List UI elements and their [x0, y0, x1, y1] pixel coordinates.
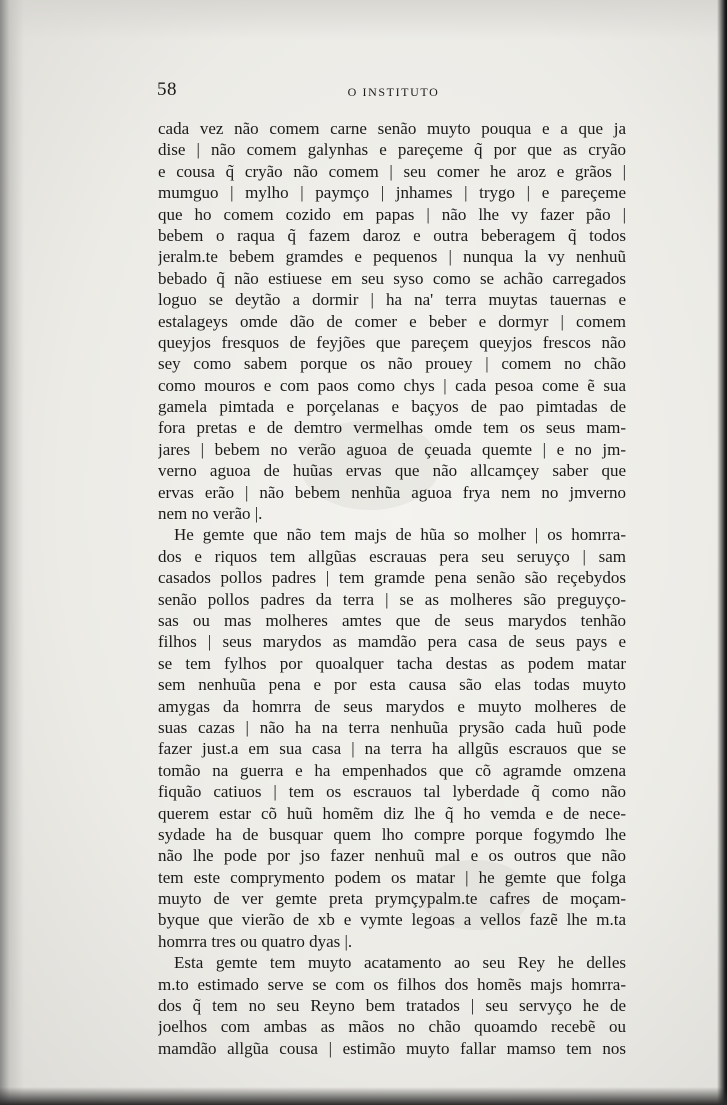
text-line: estalageys omde dão de comer e beber e dormyr | comem — [158, 311, 626, 331]
text-line: sey como sabem porque os não prouey | comem no chão — [158, 354, 626, 374]
text-line: sem nenhuũa pena e por esta causa são elas todas muyto — [158, 675, 626, 695]
page-edge-shadow-right — [717, 0, 727, 1105]
text-line: sydade ha de busquar quem lho compre porque fogymdo lhe — [158, 824, 626, 844]
text-line: gamela pimtada e porçelanas e baçyos de pao pimtadas de — [158, 397, 626, 417]
text-line: loguo se deytão a dormir | ha na' terra muytas tauernas e — [158, 290, 626, 310]
text-line: He gemte que não tem majs de hũa so molher | os homrra- — [174, 525, 626, 545]
text-line: amygas da homrra de seus marydos e muyto molheres de — [158, 696, 626, 716]
text-line: e cousa q̃ cryão não comem | seu comer he aroz e grãos | — [158, 161, 626, 181]
text-line: bebado q̃ não estiuese em seu syso como se achão carregados — [158, 268, 626, 288]
text-line: fazer just.a em sua casa | na terra ha allgũs escrauos que se — [158, 739, 626, 759]
page-number: 58 — [157, 79, 177, 100]
text-line: ervas erão | não bebem nenhũa aguoa frya nem no jmverno — [158, 482, 626, 502]
text-line: Esta gemte tem muyto acatamento ao seu Rey he delles — [174, 953, 626, 973]
text-line: casados pollos padres | tem gramde pena senão são reçebydos — [158, 568, 626, 588]
text-line: jeralm.te bebem gramdes e pequenos | nunqua la vy nenhuũ — [158, 247, 626, 267]
text-line: homrra tres ou quatro dyas |. — [158, 931, 353, 951]
text-line: se tem fylhos por quoalquer tacha destas as podem matar — [158, 653, 626, 673]
running-head: O INSTITUTO — [347, 85, 440, 99]
text-line: como mouros e com paos como chys | cada pesoa come ẽ sua — [158, 375, 626, 395]
text-line: mamdão allgũa cousa | estimão muyto fallar mamso tem nos — [158, 1038, 626, 1058]
page-edge-shadow-bottom — [0, 1087, 727, 1105]
text-line: bebem o raqua q̃ fazem daroz e outra beberagem q̃ todos — [158, 225, 626, 245]
text-line: mumguo | mylho | paymço | jnhames | trygo | e pareçeme — [158, 183, 626, 203]
text-line: byque que vierão de xb e vymte legoas a vellos fazẽ lhe m.ta — [158, 910, 626, 930]
text-line: dos e riquos tem allgũas escrauas pera seu seruyço | sam — [158, 546, 626, 566]
text-line: cada vez não comem carne senão muyto pouqua e a que ja — [158, 119, 626, 138]
text-line: tomão na guerra e ha empenhados que cõ agramde omzena — [158, 760, 626, 780]
text-line: dise | não comem galynhas e pareçeme q̃ por que as cryão — [158, 140, 626, 160]
page-edge-shadow-top — [0, 0, 727, 40]
text-line: não lhe pode por jso fazer nenhuũ mal e os outros que não — [158, 846, 626, 866]
text-line: fiquão catiuos | tem os escrauos tal lyberdade q̃ como não — [158, 782, 626, 802]
text-line: joelhos com ambas as mãos no chão quoamdo recebẽ ou — [158, 1017, 626, 1037]
text-line: tem este comprymento podem os matar | he gemte que folga — [158, 867, 626, 887]
text-line: verno aguoa de huũas ervas que não allcamçey saber que — [158, 461, 626, 481]
text-line: dos q̃ tem no seu Reyno bem tratados | seu servyço he de — [158, 996, 626, 1016]
page-edge-shadow-left — [0, 0, 24, 1105]
text-line: filhos | seus marydos as mamdão pera casa de seus pays e — [158, 632, 626, 652]
text-line: que ho comem cozido em papas | não lhe vy fazer pão | — [158, 204, 626, 224]
text-line: muyto de ver gemte preta prymçypalm.te cafres de moçam- — [158, 889, 626, 909]
text-line: m.to estimado serve se com os filhos dos homẽs majs homrra- — [158, 974, 626, 994]
text-line: nem no verão |. — [158, 504, 263, 524]
text-line: querem estar cõ huũ homẽm diz lhe q̃ ho vemda e de nece- — [158, 803, 626, 823]
body-text — [158, 118, 626, 1059]
text-line: jares | bebem no verão aguoa de çeuada quemte | e no jm- — [158, 439, 626, 459]
text-line: queyjos fresquos de feyjões que pareçem queyjos frescos não — [158, 332, 626, 352]
text-line: sas ou mas molheres amtes que de seus marydos tenhão — [158, 610, 626, 630]
text-line: fora pretas e de demtro vermelhas omde tem os seus mam- — [158, 418, 626, 438]
text-line: senão pollos padres da terra | se as molheres são preguyço- — [158, 589, 626, 609]
text-line: suas cazas | não ha na terra nenhuũa prysão cada huũ pode — [158, 717, 626, 737]
